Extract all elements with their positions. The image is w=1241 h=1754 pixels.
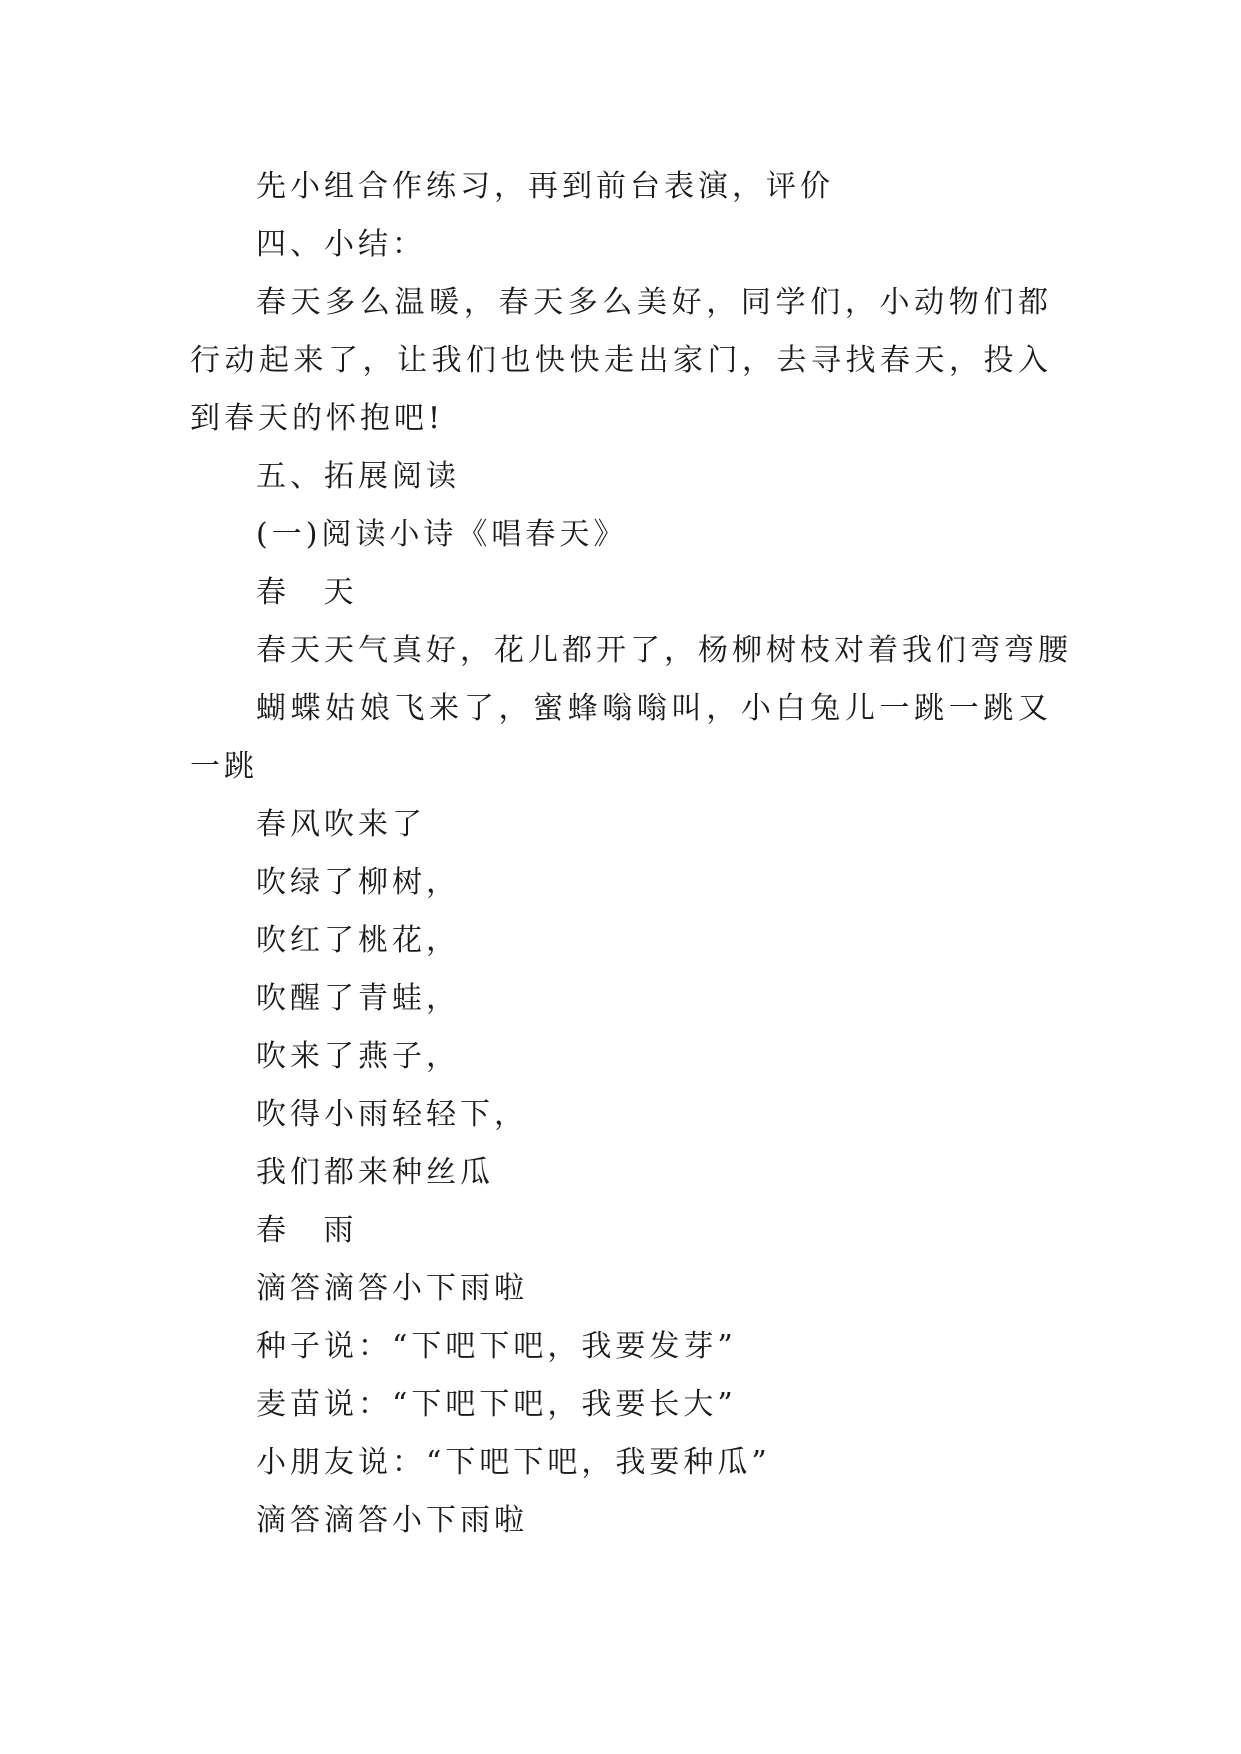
subheading-poem: (一)阅读小诗《唱春天》 <box>256 517 628 552</box>
heading-summary: 四、小结： <box>256 227 426 262</box>
poem-line: 麦苗说：“下吧下吧，我要长大” <box>256 1387 737 1422</box>
poem-line: 种子说：“下吧下吧，我要发芽” <box>256 1329 737 1364</box>
poem-line: 小朋友说：“下吧下吧，我要种瓜” <box>256 1445 771 1480</box>
poem-line: 吹红了桃花， <box>256 923 460 958</box>
poem-line: 吹绿了柳树， <box>256 865 460 900</box>
poem-line: 滴答滴答小下雨啦 <box>256 1503 528 1538</box>
poem-title-spring: 春 天 <box>256 575 368 610</box>
poem-title-spring-rain: 春 雨 <box>256 1213 368 1248</box>
poem-line: 我们都来种丝瓜 <box>256 1155 494 1190</box>
poem-line: 吹来了燕子， <box>256 1039 460 1074</box>
paragraph-summary: 春天多么温暖，春天多么美好，同学们，小动物们都行动起来了，让我们也快快走出家门，去寻找春天，投入到春天的怀抱吧! <box>190 285 1052 436</box>
document-body <box>190 158 1072 1550</box>
poem-line-wrapped: 蝴蝶姑娘飞来了，蜜蜂嗡嗡叫，小白兔儿一跳一跳又一跳 <box>190 691 1052 784</box>
poem-line: 春风吹来了 <box>256 807 426 842</box>
poem-line: 吹得小雨轻轻下， <box>256 1097 528 1132</box>
poem-line: 滴答滴答小下雨啦 <box>256 1271 528 1306</box>
poem-line: 吹醒了青蛙， <box>256 981 460 1016</box>
poem-line: 春天天气真好，花儿都开了，杨柳树枝对着我们弯弯腰 <box>256 633 1072 668</box>
paragraph-practice: 先小组合作练习，再到前台表演，评价 <box>256 169 834 204</box>
heading-extended-reading: 五、拓展阅读 <box>256 459 460 494</box>
